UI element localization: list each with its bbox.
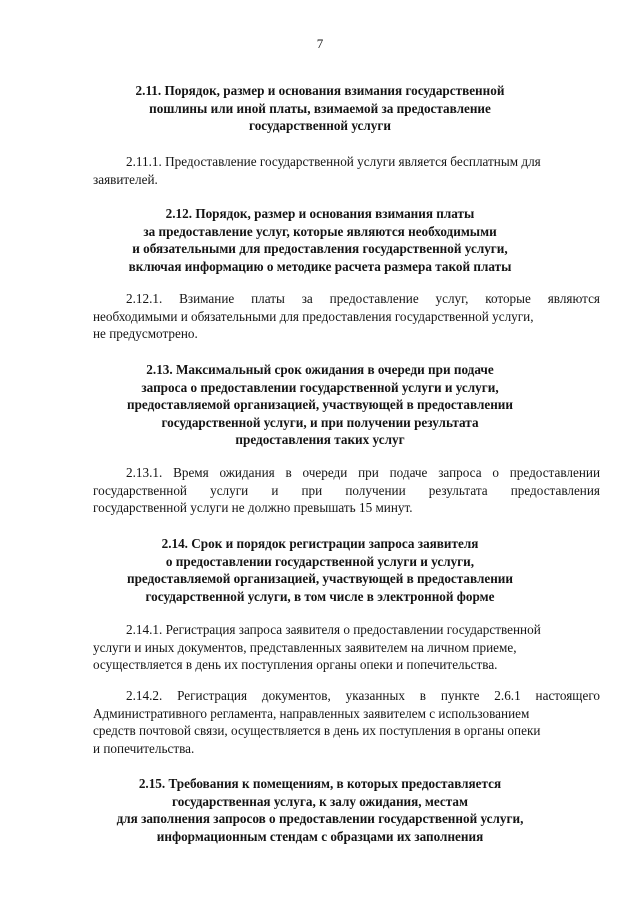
paragraph-line: не предусмотрено.: [93, 326, 198, 341]
heading-line: о предоставлении государственной услуги и услуги,: [165, 553, 475, 569]
heading-line: предоставляемой организацией, участвующей в предоставлении: [127, 397, 513, 412]
section-heading-2-13: [60, 361, 580, 449]
section-heading-2-14: [60, 535, 580, 605]
heading-line: 2.14. Срок и порядок регистрации запроса заявителя: [161, 536, 479, 551]
section-heading-2-12: [60, 205, 580, 275]
paragraph-line: заявителей.: [93, 171, 158, 187]
heading-line: 2.12. Порядок, размер и основания взимания платы: [165, 206, 475, 221]
paragraph-line: необходимыми и обязательными для предоставления государственной услуги,: [93, 308, 534, 324]
paragraph-line: и попечительства.: [93, 740, 195, 756]
paragraph-line: 2.14.1. Регистрация запроса заявителя о предоставлении государственной: [126, 622, 541, 637]
heading-line: предоставления таких услуг: [235, 432, 405, 447]
heading-line: запроса о предоставлении государственной услуги и услуги,: [141, 379, 499, 395]
heading-line: пошлины или иной платы, взимаемой за предоставление: [149, 100, 491, 116]
heading-line: государственной услуги, и при получении результата: [161, 414, 479, 430]
page-number: 7: [316, 36, 324, 51]
paragraph-2-14-2: [93, 687, 600, 757]
paragraph-line: государственной услуги и при получении результата предоставления: [93, 482, 600, 498]
paragraph-2-14-1: [93, 621, 600, 674]
heading-line: 2.11. Порядок, размер и основания взимания государственной: [135, 83, 505, 98]
paragraph-2-12-1: [93, 290, 600, 343]
paragraph-line: средств почтовой связи, осуществляется в день их поступления в органы опеки: [93, 723, 541, 738]
paragraph-line: осуществляется в день их поступления органы опеки и попечительства.: [93, 657, 498, 672]
heading-line: 2.15. Требования к помещениям, в которых предоставляется: [138, 776, 502, 791]
paragraph-line: государственной услуги не должно превышать 15 минут.: [93, 500, 413, 515]
heading-line: государственная услуга, к залу ожидания, местам: [172, 793, 468, 809]
paragraph-line: 2.12.1. Взимание платы за предоставление услуг, которые являются: [126, 291, 600, 306]
heading-line: 2.13. Максимальный срок ожидания в очереди при подаче: [146, 362, 494, 377]
paragraph-line: 2.14.2. Регистрация документов, указанных в пункте 2.6.1 настоящего: [126, 688, 600, 703]
heading-line: информационным стендам с образцами их заполнения: [156, 828, 484, 844]
paragraph-2-11-1: [93, 153, 600, 188]
paragraph-line: Административного регламента, направленных заявителем с использованием: [93, 705, 530, 721]
heading-line: и обязательными для предоставления государственной услуги,: [132, 241, 508, 256]
heading-line: для заполнения запросов о предоставлении государственной услуги,: [116, 811, 524, 826]
heading-line: предоставляемой организацией, участвующей в предоставлении: [127, 571, 513, 586]
paragraph-line: 2.11.1. Предоставление государственной услуги является бесплатным для: [126, 154, 541, 169]
section-heading-2-11: [60, 82, 580, 135]
heading-line: государственной услуги: [249, 118, 391, 133]
paragraph-line: 2.13.1. Время ожидания в очереди при подаче запроса о предоставлении: [126, 465, 600, 480]
heading-line: включая информацию о методике расчета размера такой платы: [128, 258, 512, 274]
heading-line: за предоставление услуг, которые являются необходимыми: [143, 223, 497, 239]
heading-line: государственной услуги, в том числе в электронной форме: [145, 588, 495, 604]
section-heading-2-15: [60, 775, 580, 845]
paragraph-2-13-1: [93, 464, 600, 517]
paragraph-line: услуги и иных документов, представленных заявителем на личном приеме,: [93, 639, 517, 655]
